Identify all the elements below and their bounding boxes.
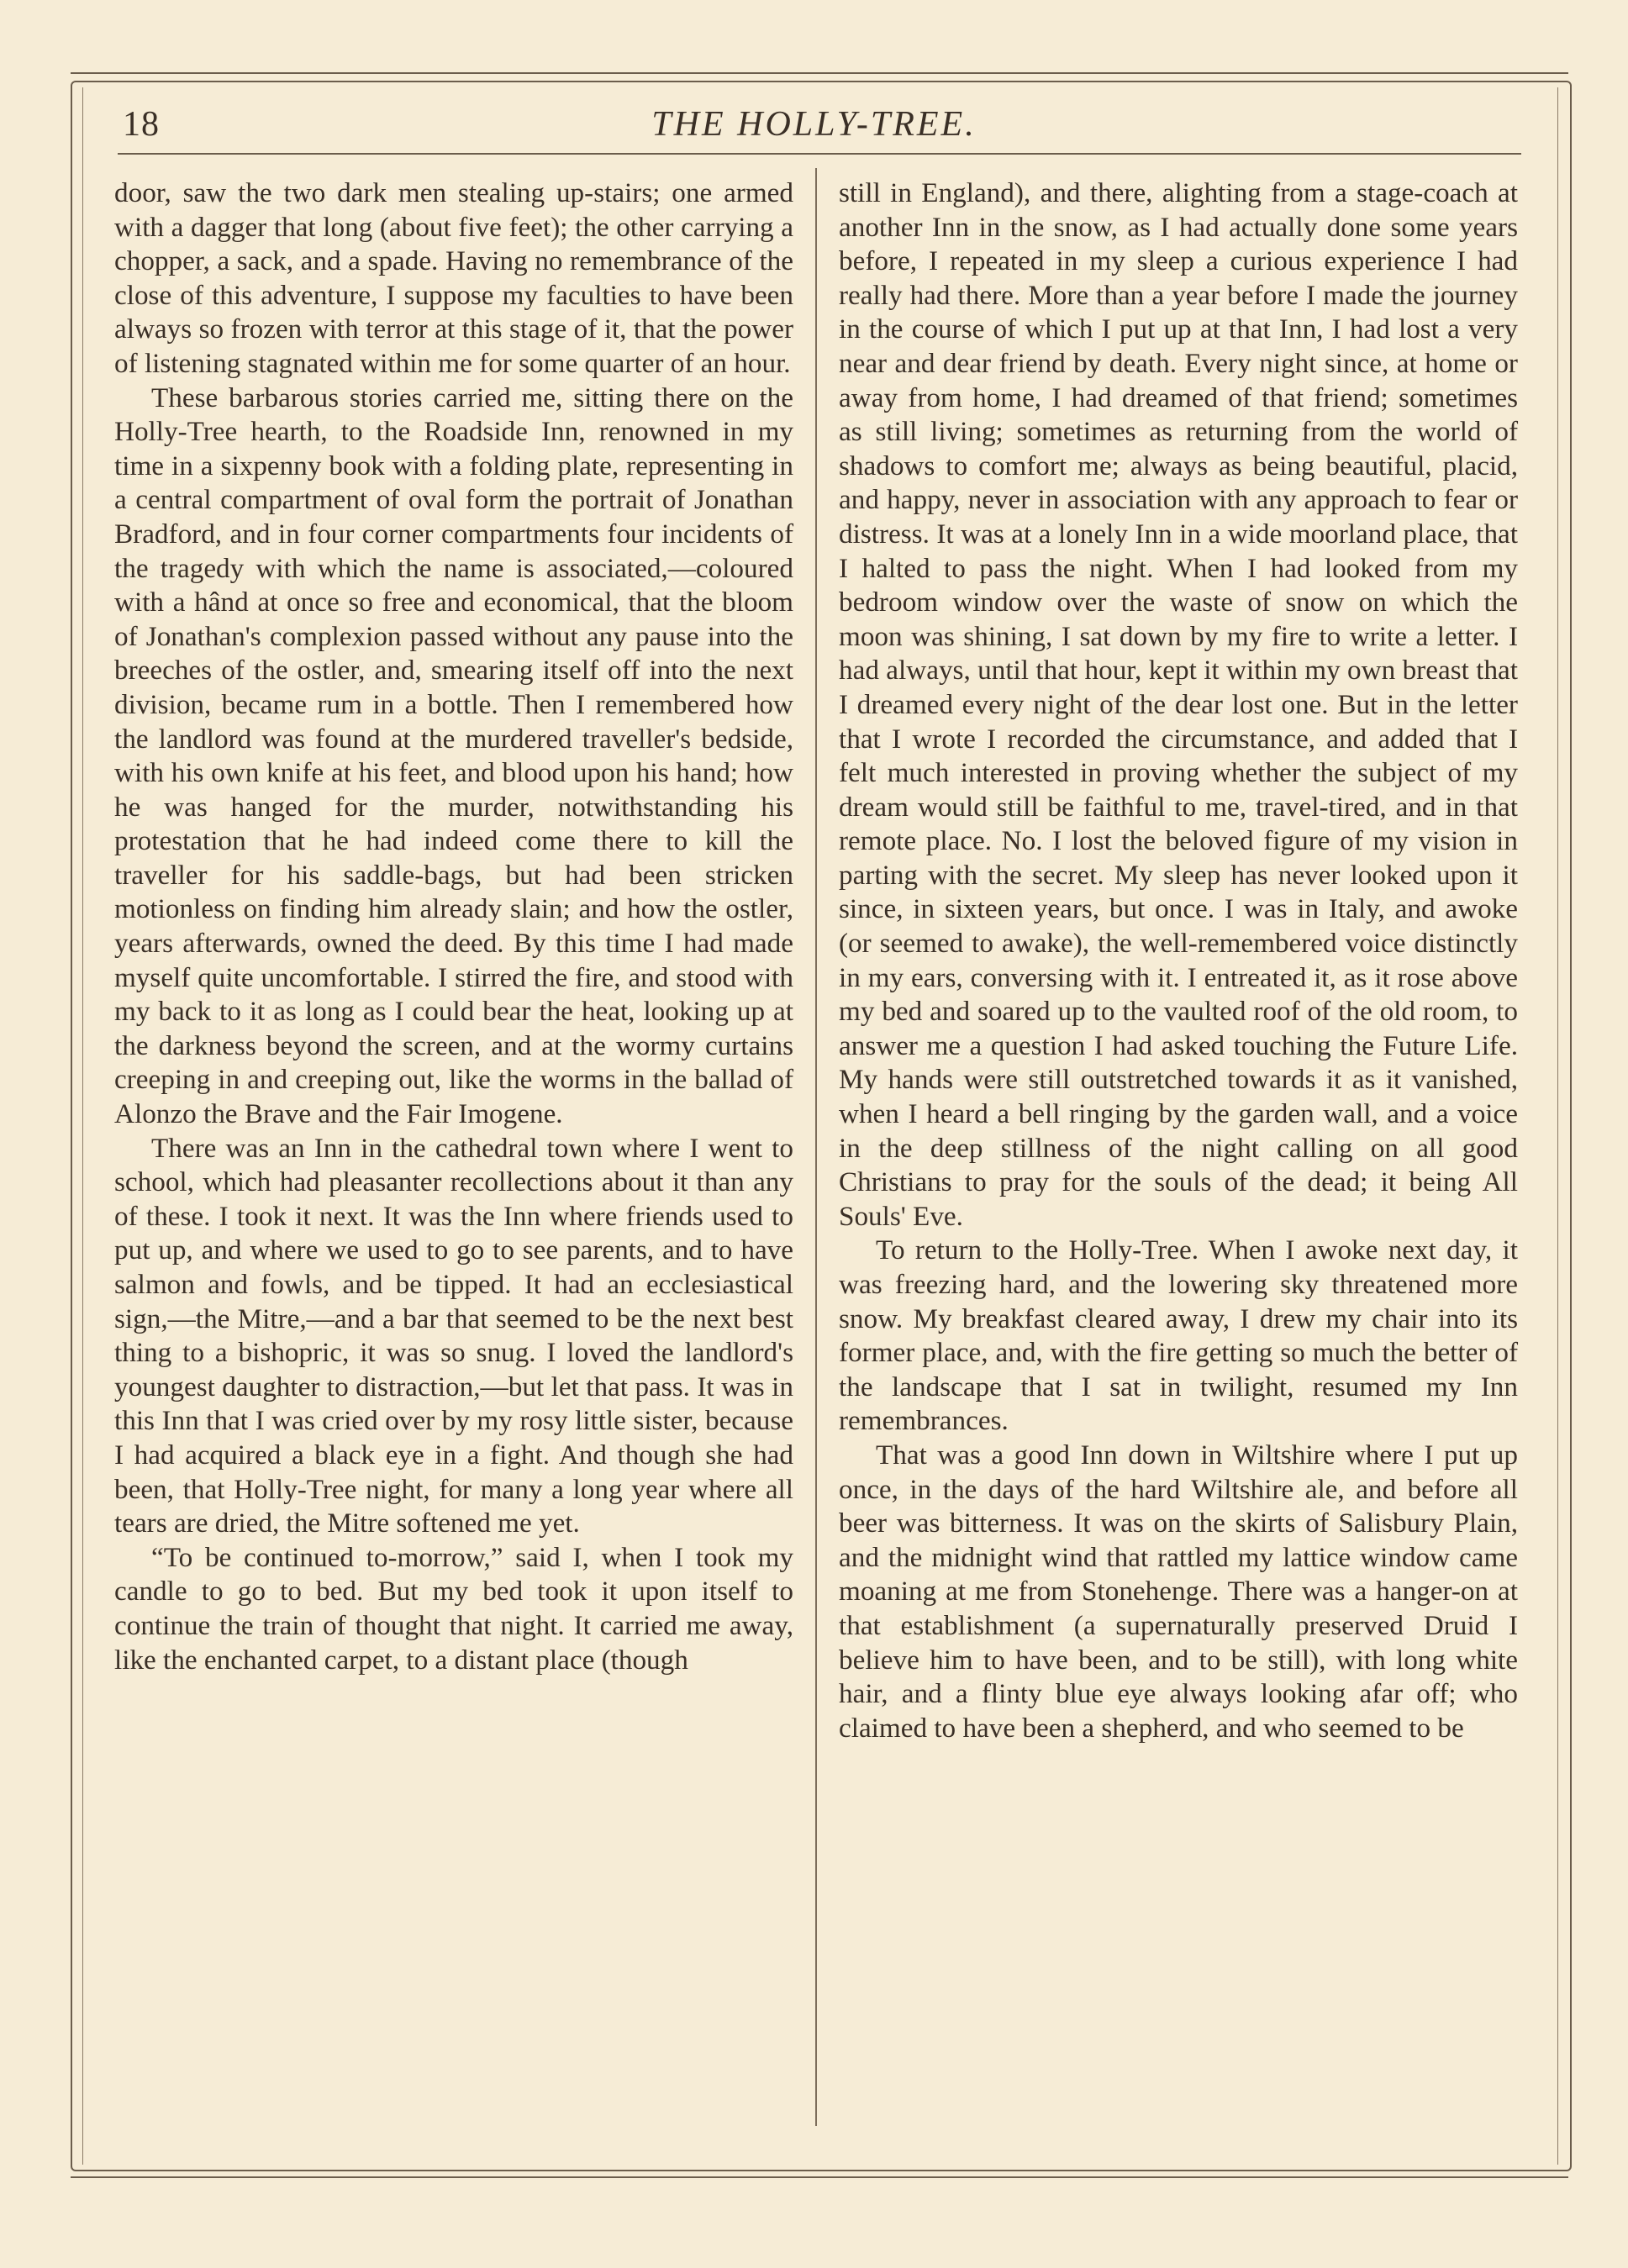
paragraph: That was a good Inn down in Wiltshire where I put up once, in the days of the hard Wiltshire ale, and before all beer was bitterness. It was on the skirts of Salisbury Plain, and the midnight wind that rattled my lattice window came moaning at me from Stonehenge. There was a hanger-on at that establishment (a supernaturally preserved Druid I believe him to have been, and to be still), with long white hair, and a flinty blue eye always looking afar off; who claimed to have been a shepherd, and who seemed to be xyxy=(839,1439,1518,1744)
header-bottom-rule xyxy=(118,153,1521,155)
paragraph: still in England), and there, alighting from a stage-coach at another Inn in the snow, as I had actually done some years before, I repeated in my sleep a curious experience I had really had there. More than a year before I made the journey in the course of which I put up at that Inn, I had lost a very near and dear friend by death. Every night since, at home or away from home, I had dreamed of that friend; sometimes as still living; sometimes as returning from the world of shadows to comfort me; always as being beautiful, placid, and happy, never in association with any approach to fear or distress. It was at a lonely Inn in a wide moorland place, that I halted to pass the night. When I had looked from my bedroom window over the waste of snow on which the moon was shining, I sat down by my fire to write a letter. I had always, until that hour, kept it within my own breast that I dreamed every night of the dear lost one. But in the letter that I wrote I recorded the circumstance, and added that I felt much interested in proving whether the subject of my dream would still be faithful to me, travel-tired, and in that remote place. No. I lost the beloved figure of my vision in parting with the secret. My sleep has never looked upon it since, in sixteen years, but once. I was in Italy, and awoke (or seemed to awake), the well-remembered voice distinctly in my ears, conversing with it. I entreated it, as it rose above my bed and soared up to the vaulted roof of the old room, to answer me a question I had asked touching the Future Life. My hands were still outstretched towards it as it vanished, when I heard a bell ringing by the garden wall, and a voice in the deep stillness of the night calling on all good Christians to pray for the souls of the dead; it being All Souls' Eve. xyxy=(839,177,1518,1232)
header-top-rule xyxy=(71,72,1568,74)
paragraph: “To be continued to-morrow,” said I, when I took my candle to go to bed. But my bed took it upon itself to continue the train of thought that night. It carried me away, like the enchanted carpet, to a distant place (though xyxy=(114,1541,793,1676)
left-column xyxy=(114,176,793,1677)
page-number: 18 xyxy=(123,105,160,144)
paragraph: door, saw the two dark men stealing up-stairs; one armed with a dagger that long (about five feet); the other carrying a chopper, a sack, and a spade. Having no remembrance of the close of this adventure, I suppose my faculties to have been always so frozen with terror at this stage of it, that the power of listening stagnated within me for some quarter of an hour. xyxy=(114,177,793,379)
paragraph: To return to the Holly-Tree. When I awoke next day, it was freezing hard, and the lowering sky threatened more snow. My breakfast cleared away, I drew my chair into its former place, and, with the fire getting so much the better of the landscape that I sat in twilight, resumed my Inn remembrances. xyxy=(839,1234,1518,1437)
running-title: THE HOLLY-TREE. xyxy=(651,105,977,144)
column-divider xyxy=(815,168,817,2126)
footer-rule xyxy=(71,2176,1568,2178)
right-column xyxy=(839,176,1518,1745)
paragraph: These barbarous stories carried me, sitting there on the Holly-Tree hearth, to the Roadside Inn, renowned in my time in a sixpenny book with a folding plate, representing in a central compartment of oval form the portrait of Jonathan Bradford, and in four corner compartments four incidents of the tragedy with which the name is associated,—coloured with a hând at once so free and economical, that the bloom of Jonathan's complexion passed without any pause into the breeches of the ostler, and, smearing itself off into the next division, became rum in a bottle. Then I remembered how the landlord was found at the murdered traveller's bedside, with his own knife at his feet, and blood upon his hand; how he was hanged for the murder, notwithstanding his protestation that he had indeed come there to kill the traveller for his saddle-bags, but had been stricken motionless on finding him already slain; and how the ostler, years afterwards, owned the deed. By this time I had made myself quite uncomfortable. I stirred the fire, and stood with my back to it as long as I could bear the heat, looking up at the darkness beyond the screen, and at the wormy curtains creeping in and creeping out, like the worms in the ballad of Alonzo the Brave and the Fair Imogene. xyxy=(114,382,793,1130)
paragraph: There was an Inn in the cathedral town where I went to school, which had pleasanter recollections about it than any of these. I took it next. It was the Inn where friends used to put up, and where we used to go to see parents, and to have salmon and fowls, and be tipped. It had an ecclesiastical sign,—the Mitre,—and a bar that seemed to be the next best thing to a bishopric, it was so snug. I loved the landlord's youngest daughter to distraction,—but let that pass. It was in this Inn that I was cried over by my rosy little sister, because I had acquired a black eye in a fight. And though she had been, that Holly-Tree night, for many a long year where all tears are dried, the Mitre softened me yet. xyxy=(114,1132,793,1539)
